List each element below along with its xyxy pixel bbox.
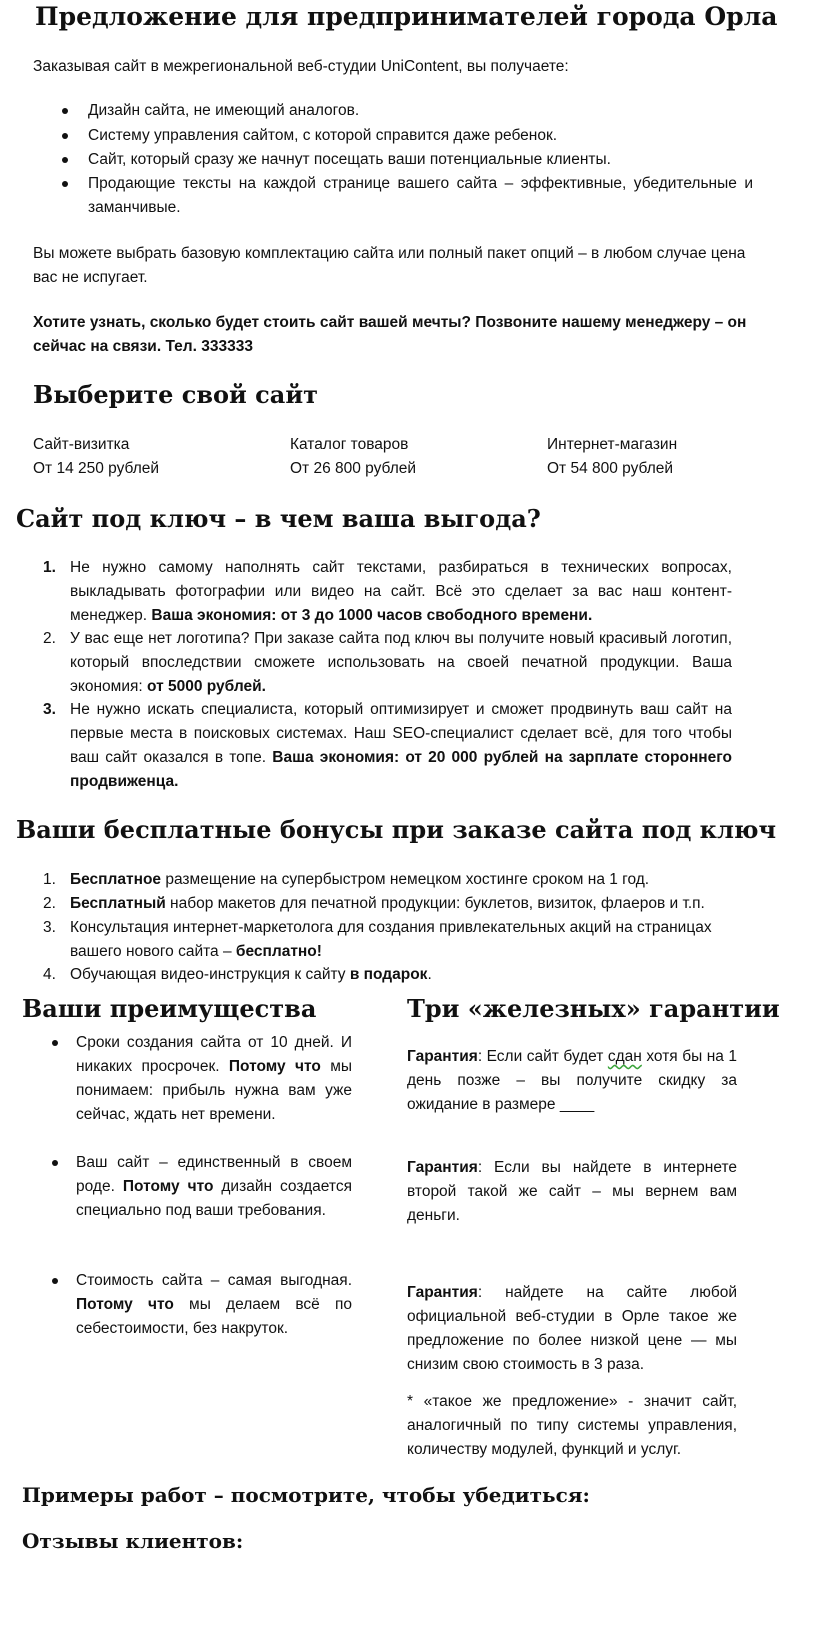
advantage-item [76,1269,352,1341]
list-number: 4. [43,966,56,983]
bullet-dot [52,1278,58,1284]
advantage-item [76,1151,352,1223]
item-text: : Если вы найдете в интернете второй такой же сайт – мы вернем вам деньги. [407,1159,737,1224]
item-emphasis: бесплатно! [235,943,322,960]
item-text: Обучающая видео-инструкция к сайту [70,966,350,983]
site-type-price: От 54 800 рублей [547,460,674,477]
reviews-heading: Отзывы клиентов: [22,1529,244,1553]
list-number: 2. [43,895,56,912]
list-item [70,963,740,987]
list-item: Дизайн сайта, не имеющий аналогов. [88,102,360,119]
list-item [70,892,740,916]
item-emphasis: от 5000 рублей. [147,678,266,695]
item-text: дизайн создается специально под ваши требования. [76,1178,352,1219]
item-text: Не нужно самому наполнять сайт текстами, разбираться в технических вопросах, выкладывать фотографии или видео на сайт. Всё это сделает за вас наш контент-менеджер. [70,559,732,624]
item-text: : найдете на сайте любой официальной веб-студии в Орле такое же предложение по более низкой цене — мы снизим свою стоимость в 3 раза. [407,1284,737,1373]
bonus-heading: Ваши бесплатные бонусы при заказе сайта под ключ [16,815,777,844]
options-text: Вы можете выбрать базовую комплектацию сайта или полный пакет опций – в любом случае цена вас не испугает. [33,245,746,286]
item-text: Стоимость сайта – самая выгодная. [76,1272,352,1289]
page-title: Предложение для предпринимателей города Орла [35,2,778,31]
list-item [70,698,732,794]
list-number: 1. [43,559,56,576]
turnkey-heading: Сайт под ключ – в чем ваша выгода? [16,504,541,533]
list-item [70,868,740,892]
bullet-dot [62,133,68,139]
item-emphasis: в подарок [349,966,428,983]
list-item [70,916,730,964]
item-emphasis: Ваша экономия: от 20 000 рублей на зарплате стороннего продвиженца. [70,749,733,790]
guarantee-item [407,1156,737,1228]
item-emphasis: Бесплатный [70,895,166,912]
item-emphasis: Потому что [228,1058,321,1075]
list-item: Сайт, который сразу же начнут посещать ваши потенциальные клиенты. [88,151,611,168]
guarantees-heading: Три «железных» гарантии [407,994,780,1023]
item-text: Консультация интернет-маркетолога для создания привлекательных акций на страницах вашего нового сайта – [70,919,712,960]
list-item: Продающие тексты на каждой странице вашего сайта – эффективные, убедительные и заманчивые. [88,175,753,216]
call-to-action: Хотите узнать, сколько будет стоить сайт вашей мечты? Позвоните нашему менеджеру – он сейчас на связи. Тел. 333333 [33,314,747,355]
item-text: сдан [607,1048,642,1065]
item-text: . [427,966,432,983]
intro-text: Заказывая сайт в межрегиональной веб-студии UniContent, вы получаете: [33,58,569,75]
item-text: набор макетов для печатной продукции: буклетов, визиток, флаеров и т.п. [165,895,705,912]
advantages-heading: Ваши преимущества [22,994,317,1023]
guarantee-footnote: * «такое же предложение» - значит сайт, аналогичный по типу системы управления, количеству модулей, функций и услуг. [407,1393,737,1458]
bullet-dot [52,1040,58,1046]
list-item [70,556,732,628]
list-number: 3. [43,919,56,936]
list-number: 3. [43,701,56,718]
item-text: мы понимаем: прибыль нужна вам уже сейчас, ждать нет времени. [76,1058,352,1123]
item-text: мы делаем всё по себестоимости, без накруток. [76,1296,352,1337]
item-text: Сроки создания сайта от 10 дней. И никаких просрочек. [76,1034,352,1075]
item-text: Ваш сайт – единственный в своем роде. [76,1154,352,1195]
list-number: 1. [43,871,56,888]
item-text: хотя бы на 1 день позже – вы получите скидку за ожидание в размере ____ [407,1048,737,1113]
item-emphasis: Потому что [76,1296,174,1313]
bullet-dot [52,1160,58,1166]
item-text: размещение на супербыстром немецком хостинге сроком на 1 год. [161,871,650,888]
item-emphasis: Потому что [122,1178,214,1195]
site-type-price: От 26 800 рублей [290,460,417,477]
site-type-name: Сайт-визитка [33,436,130,453]
guarantee-item [407,1045,737,1117]
site-type-price: От 14 250 рублей [33,460,160,477]
item-text: Не нужно искать специалиста, который оптимизирует и сможет продвинуть ваш сайт на первые места в поисковых системах. Наш SEO-специалист сделает всё, для того чтобы ваш сайт оказался в топе. [70,701,732,766]
item-text: : Если сайт будет [477,1048,608,1065]
bullet-dot [62,157,68,163]
bullet-dot [62,108,68,114]
item-emphasis: Ваша экономия: от 3 до 1000 часов свободного времени. [151,607,593,624]
guarantee-label: Гарантия [407,1284,478,1301]
item-text: У вас еще нет логотипа? При заказе сайта под ключ вы получите новый красивый логотип, который впоследствии сможете использовать на своей печатной продукции. Ваша экономия: [70,630,732,695]
guarantee-label: Гарантия [407,1159,478,1176]
list-item: Систему управления сайтом, с которой справится даже ребенок. [88,127,558,144]
item-emphasis: Бесплатное [70,871,162,888]
guarantee-label: Гарантия [407,1048,478,1065]
site-type-name: Каталог товаров [290,436,409,453]
site-type-name: Интернет-магазин [547,436,678,453]
choose-site-heading: Выберите свой сайт [33,380,318,409]
examples-heading: Примеры работ – посмотрите, чтобы убедиться: [22,1483,590,1507]
advantage-item [76,1031,352,1127]
guarantee-item [407,1281,737,1377]
bullet-dot [62,181,68,187]
list-item [70,627,732,699]
list-number: 2. [43,630,56,647]
